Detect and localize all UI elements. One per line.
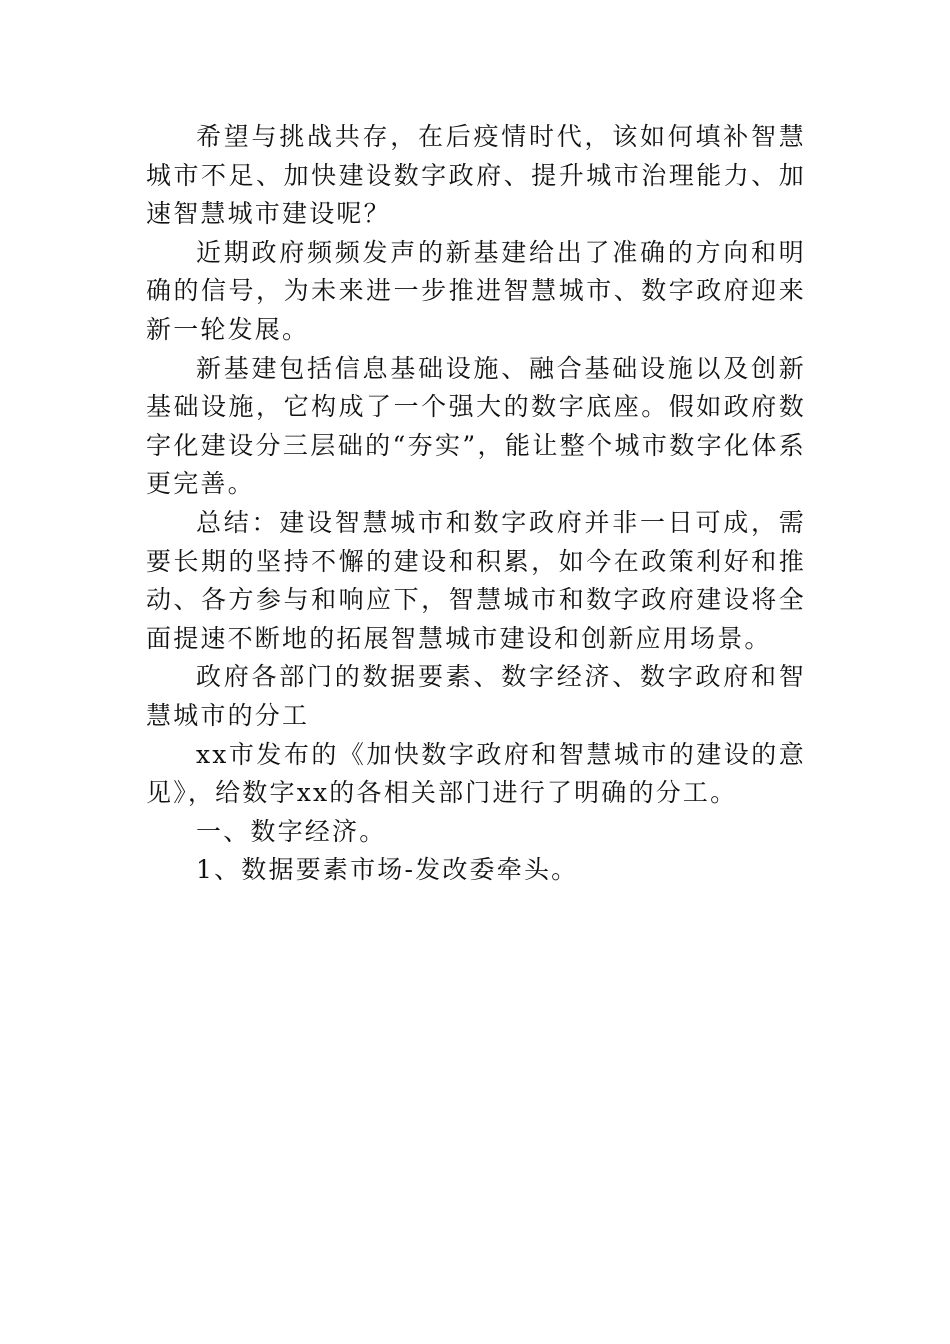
paragraph-intro: 希望与挑战共存，在后疫情时代，该如何填补智慧城市不足、加快建设数字政府、提升城市治理能力、加速智慧城市建设呢？ <box>146 122 806 229</box>
paragraph-city-opinion: xx市发布的《加快数字政府和智慧城市的建设的意见》，给数字xx的各相关部门进行了明确的分工。 <box>146 739 806 808</box>
paragraph-new-infrastructure-scope: 新基建包括信息基础设施、融合基础设施以及创新基础设施，它构成了一个强大的数字底座。假如政府数字化建设分三层础的“夯实”，能让整个城市数字化体系更完善。 <box>146 353 806 499</box>
paragraph-division-heading: 政府各部门的数据要素、数字经济、数字政府和智慧城市的分工 <box>146 662 806 730</box>
document-body <box>146 118 806 890</box>
section-heading-digital-economy: 一、数字经济。 <box>196 816 387 846</box>
list-item-data-market: 1、数据要素市场-发改委牵头。 <box>196 855 579 885</box>
paragraph-new-infrastructure-signal: 近期政府频频发声的新基建给出了准确的方向和明确的信号，为未来进一步推进智慧城市、数字政府迎来新一轮发展。 <box>146 237 806 344</box>
paragraph-summary: 总结：建设智慧城市和数字政府并非一日可成，需要长期的坚持不懈的建设和积累，如今在政策利好和推动、各方参与和响应下，智慧城市和数字政府建设将全面提速不断地的拓展智慧城市建设和创新应用场景。 <box>146 507 806 653</box>
